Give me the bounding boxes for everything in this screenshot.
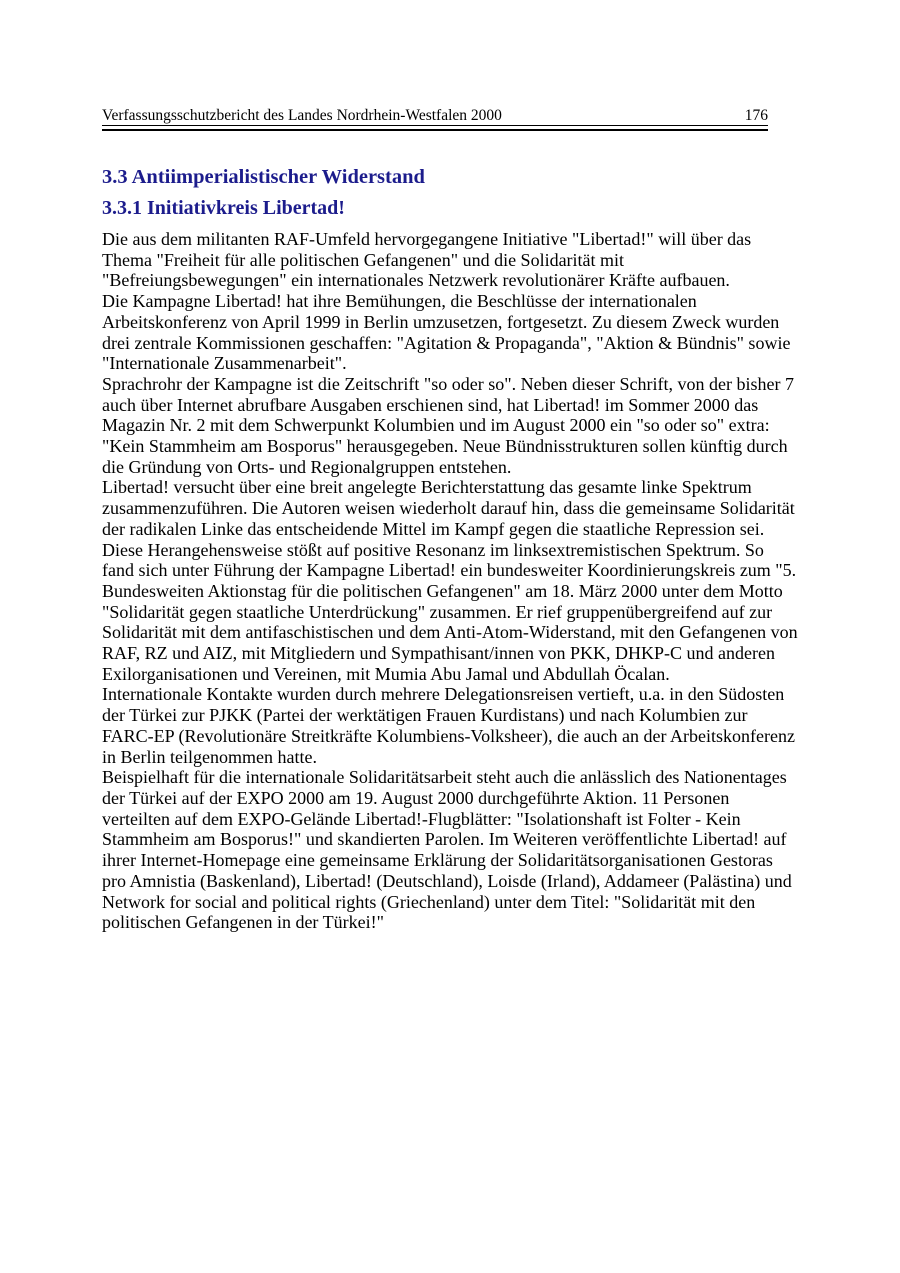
- paragraph: Sprachrohr der Kampagne ist die Zeitschrift "so oder so". Neben dieser Schrift, von der bisher 7 auch über Internet abrufbare Ausgaben erschienen sind, hat Libertad! im Sommer 2000 das Magazin Nr. 2 mit dem Schwerpunkt Kolumbien und im August 2000 ein "so oder so" extra: "Kein Stammheim am Bosporus" herausgegeben. Neue Bündnisstrukturen sollen künftig durch die Gründung von Orts- und Regionalgruppen entstehen.: [102, 373, 794, 477]
- paragraph: Diese Herangehensweise stößt auf positive Resonanz im linksextremistischen Spektrum. So fand sich unter Führung der Kampagne Libertad! ein bundesweiter Koordinierungskreis zum "5. Bundesweiten Aktionstag für die politischen Gefangenen" am 18. März 2000 unter dem Motto "Solidarität gegen staatliche Unterdrückung" zusammen. Er rief gruppenübergreifend auf zur Solidarität mit dem antifaschistischen und dem Anti-Atom-Widerstand, mit den Gefangenen von RAF, RZ und AIZ, mit Mitgliedern und Sympathisant/innen von PKK, DHKP-C und anderen Exilorganisationen und Vereinen, mit Mumia Abu Jamal und Abdullah Öcalan.: [102, 539, 798, 684]
- header-rule: [102, 129, 768, 131]
- paragraph: Die Kampagne Libertad! hat ihre Bemühungen, die Beschlüsse der internationalen Arbeitskonferenz von April 1999 in Berlin umzusetzen, fortgesetzt. Zu diesem Zweck wurden drei zentrale Kommissionen geschaffen: "Agitation & Propaganda", "Aktion & Bündnis" sowie "Internationale Zusammenarbeit".: [102, 291, 791, 374]
- section-heading: 3.3 Antiimperialistischer Widerstand: [102, 166, 425, 188]
- paragraph: Internationale Kontakte wurden durch mehrere Delegationsreisen vertieft, u.a. in den Südosten der Türkei zur PJKK (Partei der werktätigen Frauen Kurdistans) und nach Kolumbien zur FARC-EP (Revolutionäre Streitkräfte Kolumbiens-Volksheer), die auch an der Arbeitskonferenz in Berlin teilgenommen hatte.: [102, 684, 795, 767]
- paragraph: Die aus dem militanten RAF-Umfeld hervorgegangene Initiative "Libertad!" will über das Thema "Freiheit für alle politischen Gefangenen" und die Solidarität mit "Befreiungsbewegungen" ein internationales Netzwerk revolutionärer Kräfte aufbauen.: [102, 229, 752, 291]
- paragraph: Libertad! versucht über eine breit angelegte Berichterstattung das gesamte linke Spektrum zusammenzuführen. Die Autoren weisen wiederholt darauf hin, dass die gemeinsame Solidarität der radikalen Linke das entscheidende Mittel im Kampf gegen die staatliche Repression sei.: [102, 477, 795, 539]
- paragraph: Beispielhaft für die internationale Solidaritätsarbeit steht auch die anlässlich des Nationentages der Türkei auf der EXPO 2000 am 19. August 2000 durchgeführte Aktion. 11 Personen verteilten auf dem EXPO-Gelände Libertad!-Flugblätter: "Isolationshaft ist Folter - Kein Stammheim am Bosporus!" und skandierten Parolen. Im Weiteren veröffentlichte Libertad! auf ihrer Internet-Homepage eine gemeinsame Erklärung der Solidaritätsorganisationen Gestoras pro Amnistia (Baskenland), Libertad! (Deutschland), Loisde (Irland), Addameer (Palästina) und Network for social and political rights (Griechenland) unter dem Titel: "Solidarität mit den politischen Gefangenen in der Türkei!": [102, 767, 792, 933]
- header-title: Verfassungsschutzbericht des Landes Nordrhein-Westfalen 2000: [102, 107, 502, 124]
- header-page-number: 176: [744, 107, 768, 124]
- body-paragraphs: [102, 229, 799, 933]
- page-content: [102, 107, 900, 933]
- running-header: [102, 107, 768, 126]
- subsection-heading: 3.3.1 Initiativkreis Libertad!: [102, 197, 345, 219]
